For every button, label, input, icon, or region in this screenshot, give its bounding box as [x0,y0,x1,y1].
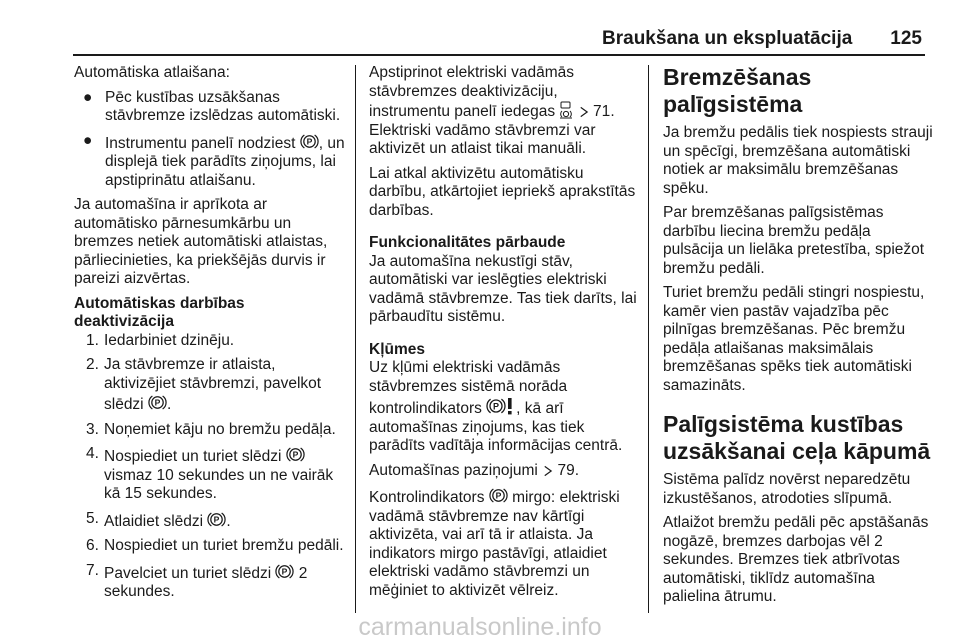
step-item: 4. Nospiediet un turiet slēdzi vismaz 10 sekundes un ne vairāk kā 15 sekundes. [86,445,334,502]
bullet-marker: ● [83,88,93,106]
paragraph: Par bremzēšanas palīgsistēmas darbību liecina bremžu pedāļa pulsācija un lielāka pretestība, spiežot bremžu pedāli. [663,204,925,277]
column-divider [355,65,356,613]
step-item: 5. Atlaidiet slēdzi . [86,509,231,530]
paragraph: Kontrolindikators mirgo: elektriski vadāmā stāvbremze nav kārtīgi aktivizēta, vai arī tā ir atlaista. Ja indikators mirgo pastāvīgi, atlaidiet elektriski vadāmo stāvbremzi un mēģiniet to aktivizēt vēlreiz. [369,486,637,600]
paragraph: Sistēma palīdz novērst neparedzētu izkustēšanos, atrodoties slīpumā. [663,471,911,507]
bullet-item: ● Instrumentu panelī nodziest , un displejā tiek parādīts ziņojums, lai apstiprinātu atlaišanu. [83,131,345,189]
paragraph: Lai atkal aktivizētu automātisku darbību, atkārtojiet iepriekš aprakstītās darbības. [369,164,636,219]
section-heading: Palīgsistēma kustības uzsākšanai ceļa kāpumā [663,411,931,464]
auto-hold-deactivated-icon [559,101,573,119]
paragraph: Ja bremžu pedālis tiek nospiests strauji un spēcīgi, bremzēšana automātiski notiek ar maksimālu bremzēšanas spēku. [663,124,933,197]
paragraph: Ja automašīna nekustīgi stāv, automātiski var ieslēgties elektriski vadāmā stāvbremze. Tas tiek darīts, lai pārbaudītu sistēmu. [369,252,637,325]
page-reference-icon [578,105,589,119]
paragraph: Atlaižot bremžu pedāli pēc apstāšanās nogāzē, bremzes darbojas vēl 2 sekundes. Bremzes tiek atbrīvotas automātiski, tiklīdz automašīna palielina ātrumu. [663,514,929,605]
parking-brake-fault-icon [486,396,516,416]
column-divider [648,65,649,613]
step-item: 1. Iedarbiniet dzinēju. [86,331,235,349]
step-item: 7. Pavelciet un turiet slēdzi 2 sekundes. [86,561,308,600]
page-title: Braukšana un ekspluatācija [602,28,853,49]
step-item: 2. Ja stāvbremze ir atlaista, aktivizējiet stāvbremzi, pavelkot slēdzi . [86,356,322,413]
subheading: Automātiskas darbības deaktivizācija [74,294,245,330]
page-reference-icon [542,464,553,478]
subheading: Funkcionalitātes pārbaude [369,234,566,251]
paragraph: Apstiprinot elektriski vadāmās stāvbremzes deaktivizāciju, instrumentu panelī iedegas 71. Elektriski vadāmo stāvbremzi var aktivizēt un atlaist tikai manuāli. [369,64,615,157]
column-left [74,64,346,608]
header-rule [73,54,925,56]
bullet-marker: ● [83,131,93,149]
svg-text:P: P [493,401,500,412]
step-item: 3. Noņemiet kāju no bremžu pedāļa. [86,420,336,438]
step-item: 6. Nospiediet un turiet bremžu pedāli. [86,537,344,554]
column-middle [369,64,637,606]
bullet-item: ● Pēc kustības uzsākšanas stāvbremze izslēdzas automātiski. [83,88,341,124]
parking-brake-icon [286,445,305,464]
column-right [663,64,935,613]
paragraph: Uz kļūmi elektriski vadāmās stāvbremzes sistēmā norāda kontrolindikators P , kā arī automašīnas ziņojums, kas tiek parādīts vadītāja informācijas centrā. [369,359,623,454]
parking-brake-icon [275,562,294,581]
parking-brake-icon [300,132,319,151]
section-heading: Bremzēšanas palīgsistēma [663,64,812,117]
parking-brake-icon [207,510,226,529]
section-intro: Automātiska atlaišana: [74,64,230,81]
paragraph: Turiet bremžu pedāli stingri nospiestu, kamēr vien pastāv vajadzība pēc pilnīgas bremzēšanas. Pēc bremžu pedāļa atlaišanas maksimālais bremzēšanas spēks tiek automātiski samazināts. [663,284,925,394]
paragraph: Automašīnas paziņojumi 79. [369,461,580,479]
parking-brake-icon [489,486,508,505]
parking-brake-icon [148,393,167,412]
subheading: Kļūmes [369,340,425,358]
page-header [0,28,922,50]
page-number: 125 [890,28,922,49]
watermark: carmanualsonline.info [358,613,602,641]
paragraph: Ja automašīna ir aprīkota ar automātisko pārnesumkārbu un bremzes netiek automātiski atlaistas, pārliecinieties, ka priekšējās durvis ir pareizi aizvērtas. [74,196,328,287]
